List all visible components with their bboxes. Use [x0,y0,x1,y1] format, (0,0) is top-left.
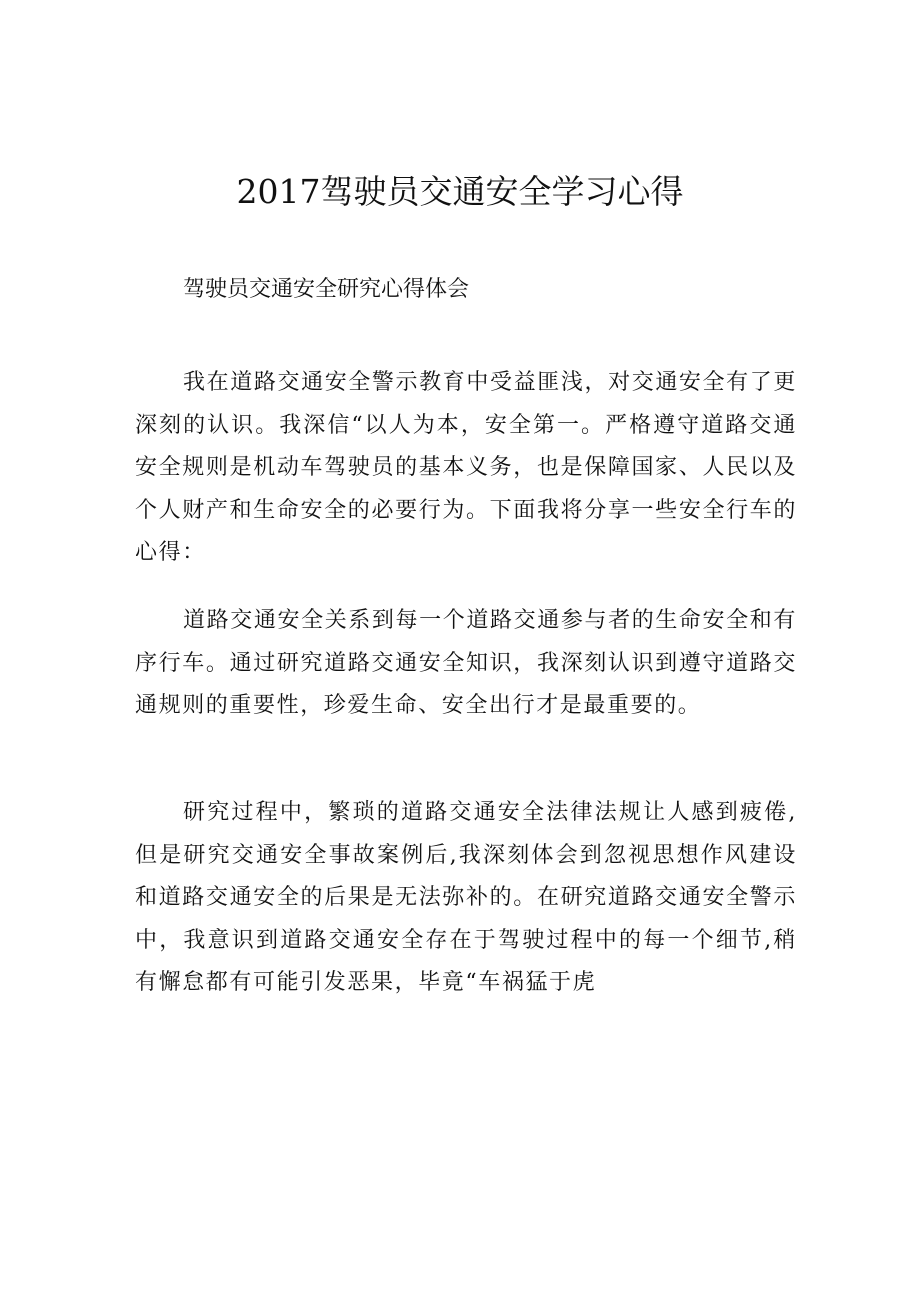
paragraph-1: 我在道路交通安全警示教育中受益匪浅，对交通安全有了更深刻的认识。我深信“以人为本，安全第一。严格遵守道路交通安全规则是机动车驾驶员的基本义务，也是保障国家、人民以及个人财产和生命安全的必要行为。下面我将分享一些安全行车的心得： [135,370,797,565]
paragraph-2: 道路交通安全关系到每一个道路交通参与者的生命安全和有序行车。通过研究道路交通安全知识，我深刻认识到遵守道路交通规则的重要性，珍爱生命、安全出行才是最重要的。 [135,608,797,718]
document-title: 2017驾驶员交通安全学习心得 [236,172,684,211]
paragraph-3: 研究过程中，繁琐的道路交通安全法律法规让人感到疲倦,但是研究交通安全事故案例后,我深刻体会到忽视思想作风建设和道路交通安全的后果是无法弥补的。在研究道路交通安全警示中，我意识到道路交通安全存在于驾驶过程中的每一个细节,稍有懈怠都有可能引发恶果，毕竟“车祸猛于虎 [135,800,797,995]
document-subtitle: 驾驶员交通安全研究心得体会 [183,277,470,302]
